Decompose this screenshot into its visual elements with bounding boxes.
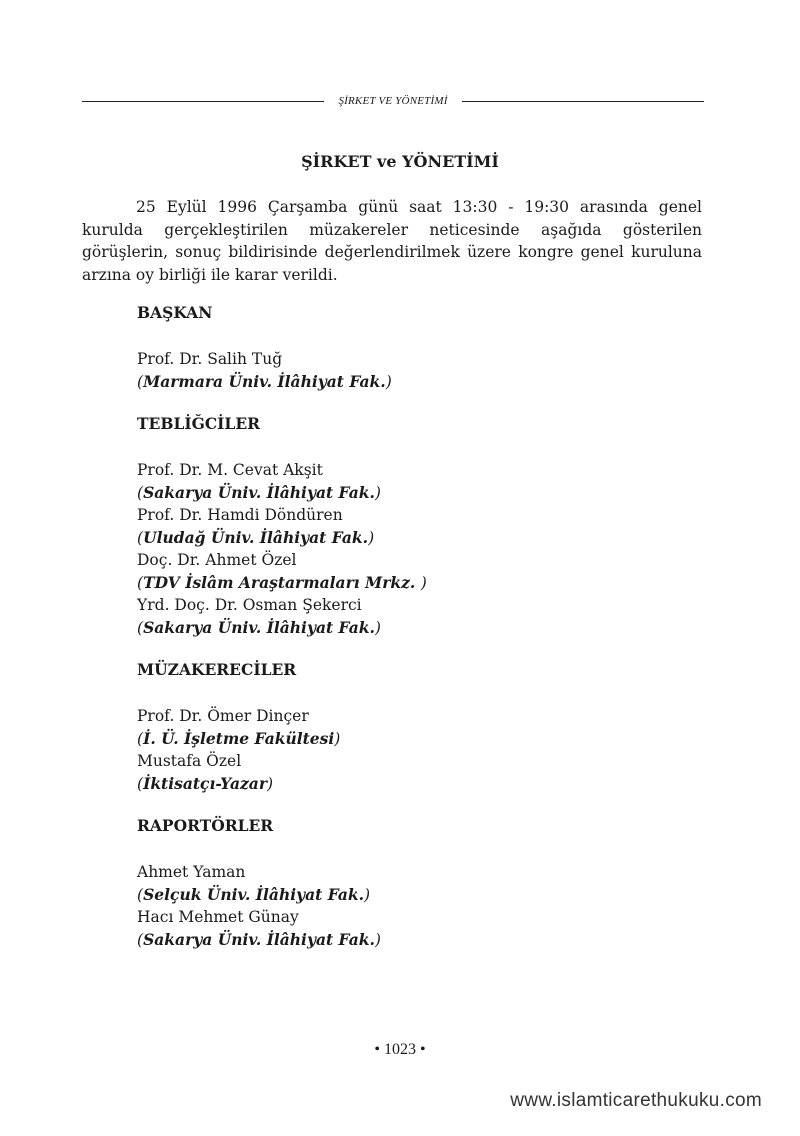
website-watermark: www.islamticarethukuku.com	[510, 1090, 762, 1111]
person-entry	[137, 348, 697, 393]
person-name: Mustafa Özel	[137, 752, 242, 770]
affiliation-text: İ. Ü. İşletme Fakültesi	[143, 728, 335, 748]
person-affiliation: (İ. Ü. İşletme Fakültesi)	[137, 728, 341, 748]
running-header	[82, 91, 704, 111]
person-entry	[137, 705, 697, 750]
person-affiliation: (Sakarya Üniv. İlâhiyat Fak.)	[137, 617, 381, 637]
person-affiliation: (Sakarya Üniv. İlâhiyat Fak.)	[137, 482, 381, 502]
header-rule-right	[462, 101, 704, 102]
person-name: Doç. Dr. Ahmet Özel	[137, 551, 297, 569]
section	[137, 413, 697, 639]
person-name: Yrd. Doç. Dr. Osman Şekerci	[137, 596, 362, 614]
affiliation-text: Selçuk Üniv. İlâhiyat Fak.	[143, 884, 365, 904]
section-heading: BAŞKAN	[137, 303, 213, 322]
person-name: Hacı Mehmet Günay	[137, 908, 299, 926]
person-affiliation: (İktisatçı-Yazar)	[137, 773, 274, 793]
person-affiliation: (TDV İslâm Araştarmaları Mrkz. )	[137, 572, 427, 592]
affiliation-text: Sakarya Üniv. İlâhiyat Fak.	[143, 929, 375, 949]
person-affiliation: (Uludağ Üniv. İlâhiyat Fak.)	[137, 527, 375, 547]
page-title: ŞİRKET ve YÖNETİMİ	[301, 152, 499, 171]
person-entry	[137, 459, 697, 504]
header-rule-left	[82, 101, 324, 102]
affiliation-text: İktisatçı-Yazar	[143, 773, 268, 793]
person-entry	[137, 861, 697, 906]
person-affiliation: (Selçuk Üniv. İlâhiyat Fak.)	[137, 884, 371, 904]
section-heading: RAPORTÖRLER	[137, 816, 274, 835]
section	[137, 659, 697, 795]
affiliation-text: Uludağ Üniv. İlâhiyat Fak.	[143, 527, 369, 547]
person-entry	[137, 549, 697, 594]
section-heading: TEBLİĞCİLER	[137, 414, 261, 433]
person-name: Ahmet Yaman	[137, 863, 246, 881]
affiliation-text: Sakarya Üniv. İlâhiyat Fak.	[143, 617, 375, 637]
person-entry	[137, 906, 697, 951]
person-entry	[137, 594, 697, 639]
section	[137, 302, 697, 393]
running-header-text: ŞİRKET VE YÖNETİMİ	[338, 95, 448, 107]
person-entry	[137, 504, 697, 549]
section-heading: MÜZAKERECİLER	[137, 660, 297, 679]
affiliation-text: Marmara Üniv. İlâhiyat Fak.	[143, 371, 386, 391]
sections-container	[137, 302, 697, 951]
affiliation-text: TDV İslâm Araştarmaları Mrkz.	[143, 572, 421, 592]
page-number: • 1023 •	[374, 1041, 426, 1058]
intro-paragraph: 25 Eylül 1996 Çarşamba günü saat 13:30 - 19:30 arasında genel kurulda gerçekleştirilen müzakereler neticesinde aşağıda gösterilen görüşlerin, sonuç bildirisinde değerlendirilmek üzere kongre genel kuruluna arzına oy birliği ile karar verildi.	[82, 198, 702, 284]
person-entry	[137, 750, 697, 795]
person-name: Prof. Dr. Salih Tuğ	[137, 350, 283, 368]
person-affiliation: (Sakarya Üniv. İlâhiyat Fak.)	[137, 929, 381, 949]
person-affiliation: (Marmara Üniv. İlâhiyat Fak.)	[137, 371, 392, 391]
section	[137, 815, 697, 951]
person-name: Prof. Dr. Hamdi Döndüren	[137, 506, 343, 524]
person-name: Prof. Dr. M. Cevat Akşit	[137, 461, 323, 479]
affiliation-text: Sakarya Üniv. İlâhiyat Fak.	[143, 482, 375, 502]
person-name: Prof. Dr. Ömer Dinçer	[137, 707, 309, 725]
